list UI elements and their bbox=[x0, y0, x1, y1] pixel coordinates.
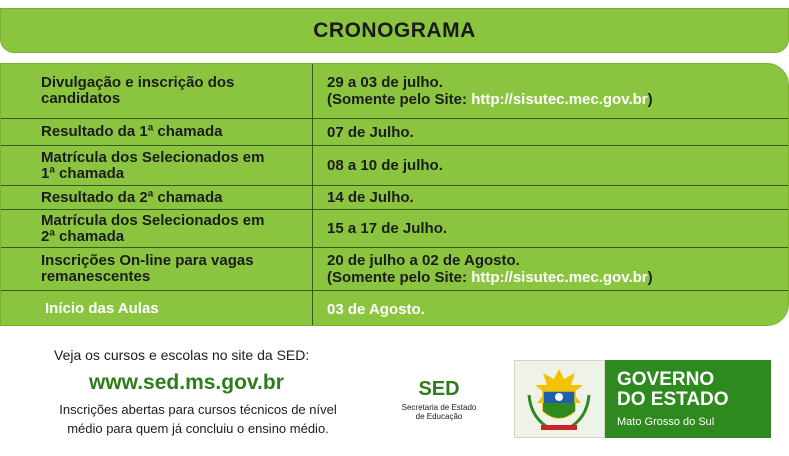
event-cell: Matrícula dos Selecionados em 2ª chamada bbox=[41, 211, 265, 245]
sisutec-link[interactable]: http://sisutec.mec.gov.br bbox=[471, 269, 648, 286]
event-cell: Divulgação e inscrição dos candidatos bbox=[41, 74, 235, 107]
date-cell: 20 de julho a 02 de Agosto. (Somente pelo Site: http://sisutec.mec.gov.br) bbox=[327, 252, 653, 286]
table-row bbox=[1, 146, 789, 186]
date-cell: 08 a 10 de julho. bbox=[327, 157, 443, 174]
date-cell: 14 de Julho. bbox=[327, 189, 414, 206]
title-bar bbox=[0, 8, 789, 53]
date-cell: 07 de Julho. bbox=[327, 123, 414, 141]
date-cell: 15 a 17 de Julho. bbox=[327, 220, 448, 237]
event-cell: Resultado da 2ª chamada bbox=[41, 188, 223, 206]
event-cell: Início das Aulas bbox=[45, 300, 159, 317]
event-cell: Inscrições On-line para vagas remanescentes bbox=[41, 252, 254, 285]
government-text: GOVERNO DO ESTADO Mato Grosso do Sul bbox=[605, 360, 771, 438]
page-title: CRONOGRAMA bbox=[313, 18, 476, 42]
info-subtitle: Veja os cursos e escolas no site da SED: bbox=[54, 347, 310, 363]
government-logo bbox=[514, 360, 771, 438]
footer bbox=[0, 338, 789, 456]
sed-logo: SED Secretaria de Estado de Educação bbox=[401, 378, 477, 421]
sed-site-link[interactable]: www.sed.ms.gov.br bbox=[89, 371, 284, 394]
table-row bbox=[1, 186, 789, 210]
table-row bbox=[1, 248, 789, 291]
table-row bbox=[1, 64, 789, 119]
info-description: Inscrições abertas para cursos técnicos de nível médio para quem já concluiu o ensino médio. bbox=[59, 402, 337, 436]
date-cell: 29 a 03 de julho. (Somente pelo Site: http://sisutec.mec.gov.br) bbox=[327, 74, 653, 108]
coat-of-arms-icon bbox=[514, 360, 605, 438]
schedule-table bbox=[0, 63, 789, 326]
event-cell: Matrícula dos Selecionados em 1ª chamada bbox=[41, 148, 265, 182]
table-row bbox=[1, 210, 789, 248]
event-cell: Resultado da 1ª chamada bbox=[41, 123, 223, 140]
date-cell: 03 de Agosto. bbox=[327, 300, 425, 318]
table-row bbox=[1, 291, 789, 326]
sisutec-link[interactable]: http://sisutec.mec.gov.br bbox=[471, 91, 648, 108]
table-row bbox=[1, 119, 789, 146]
